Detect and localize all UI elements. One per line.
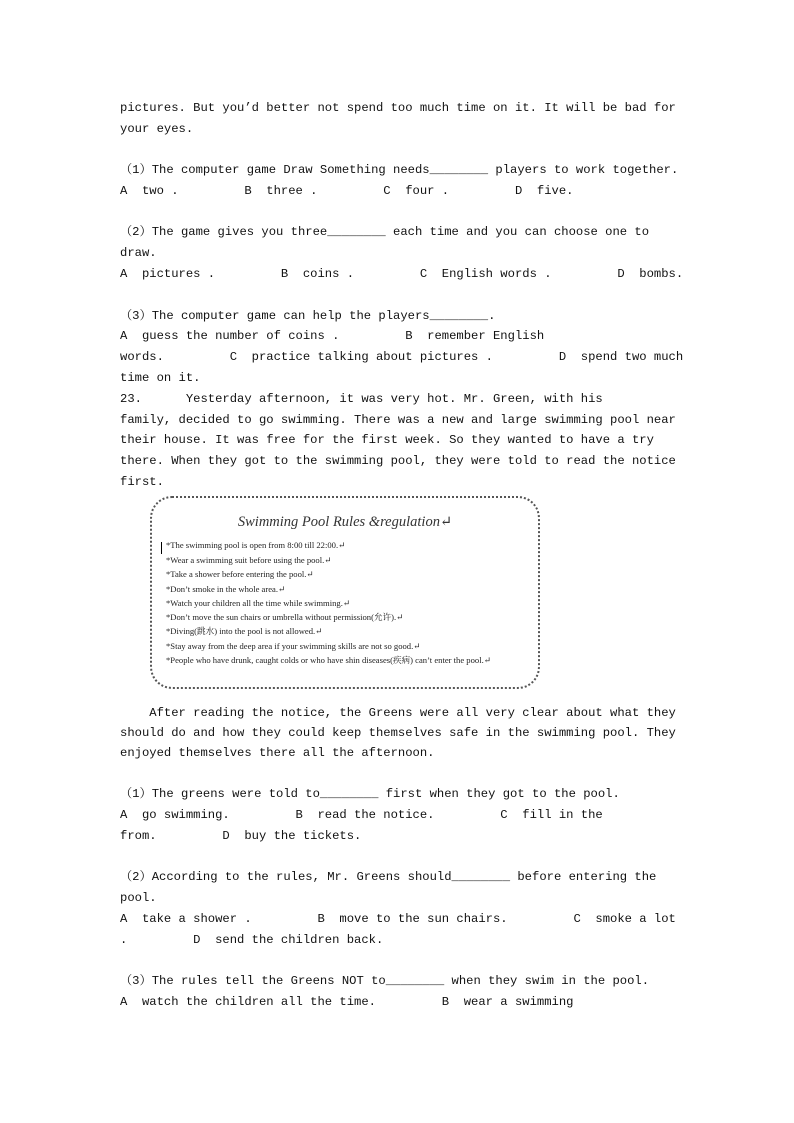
- pool-rules-notice: [150, 496, 540, 689]
- notice-title: Swimming Pool Rules &regulation↵: [237, 514, 453, 530]
- rule-item: *The swimming pool is open from 8:00 till 22:00.↵: [166, 540, 346, 550]
- options-1-2: A pictures . B coins . C English words . D bombs.: [120, 267, 684, 281]
- rule-item: *Wear a swimming suit before using the pool.↵: [166, 555, 332, 565]
- question-1-2: （2）The game gives you three________ each time and you can choose one to: [120, 225, 650, 239]
- text-line: there. When they got to the swimming pool, they were told to read the notice: [120, 454, 676, 468]
- text-line: your eyes.: [120, 122, 194, 136]
- options-2-3: A watch the children all the time. B wear a swimming: [120, 995, 574, 1009]
- question-1-1: （1）The computer game Draw Something needs________ players to work together.: [120, 163, 679, 177]
- text-line: enjoyed themselves there all the afternoon.: [120, 746, 435, 760]
- text-line: should do and how they could keep themselves safe in the swimming pool. They: [120, 726, 676, 740]
- question-1-3: （3）The computer game can help the players________.: [120, 309, 496, 323]
- options-1-3-cont: time on it.: [120, 371, 201, 385]
- rule-item: *Take a shower before entering the pool.↵: [166, 569, 314, 579]
- text-line: their house. It was free for the first week. So they wanted to have a try: [120, 433, 654, 447]
- options-1-1: A two . B three . C four . D five.: [120, 184, 574, 198]
- text-line: pictures. But you’d better not spend too much time on it. It will be bad for: [120, 101, 676, 115]
- options-2-2: A take a shower . B move to the sun chairs. C smoke a lot: [120, 912, 676, 926]
- rule-item: *Don’t smoke in the whole area.↵: [166, 584, 286, 594]
- text-line: first.: [120, 475, 164, 489]
- options-2-2-cont: . D send the children back.: [120, 933, 384, 947]
- rule-item: *Watch your children all the time while swimming.↵: [166, 598, 351, 608]
- text-line: family, decided to go swimming. There was a new and large swimming pool near: [120, 413, 676, 427]
- rule-item: *Stay away from the deep area if your swimming skills are not so good.↵: [166, 641, 421, 651]
- text-line: pool.: [120, 891, 157, 905]
- text-line: draw.: [120, 246, 157, 260]
- passage-23: 23. Yesterday afternoon, it was very hot. Mr. Green, with his: [120, 392, 603, 406]
- text-line: After reading the notice, the Greens were all very clear about what they: [120, 706, 676, 720]
- rule-item: *Don’t move the sun chairs or umbrella without permission(允许).↵: [166, 612, 404, 622]
- options-2-1-cont: from. D buy the tickets.: [120, 829, 362, 843]
- question-2-2: （2）According to the rules, Mr. Greens should________ before entering the: [120, 870, 657, 884]
- options-1-3-cont: words. C practice talking about pictures . D spend two much: [120, 350, 684, 364]
- question-2-3: （3）The rules tell the Greens NOT to________ when they swim in the pool.: [120, 974, 650, 988]
- question-2-1: （1）The greens were told to________ first when they got to the pool.: [120, 787, 620, 801]
- options-2-1: A go swimming. B read the notice. C fill in the: [120, 808, 603, 822]
- options-1-3: A guess the number of coins . B remember English: [120, 329, 545, 343]
- rule-item: *Diving(跳水) into the pool is not allowed.↵: [166, 626, 323, 636]
- rule-item: *People who have drunk, caught colds or who have shin diseases(疾病) can’t enter the pool.↵: [166, 655, 491, 665]
- text-cursor: [161, 542, 162, 554]
